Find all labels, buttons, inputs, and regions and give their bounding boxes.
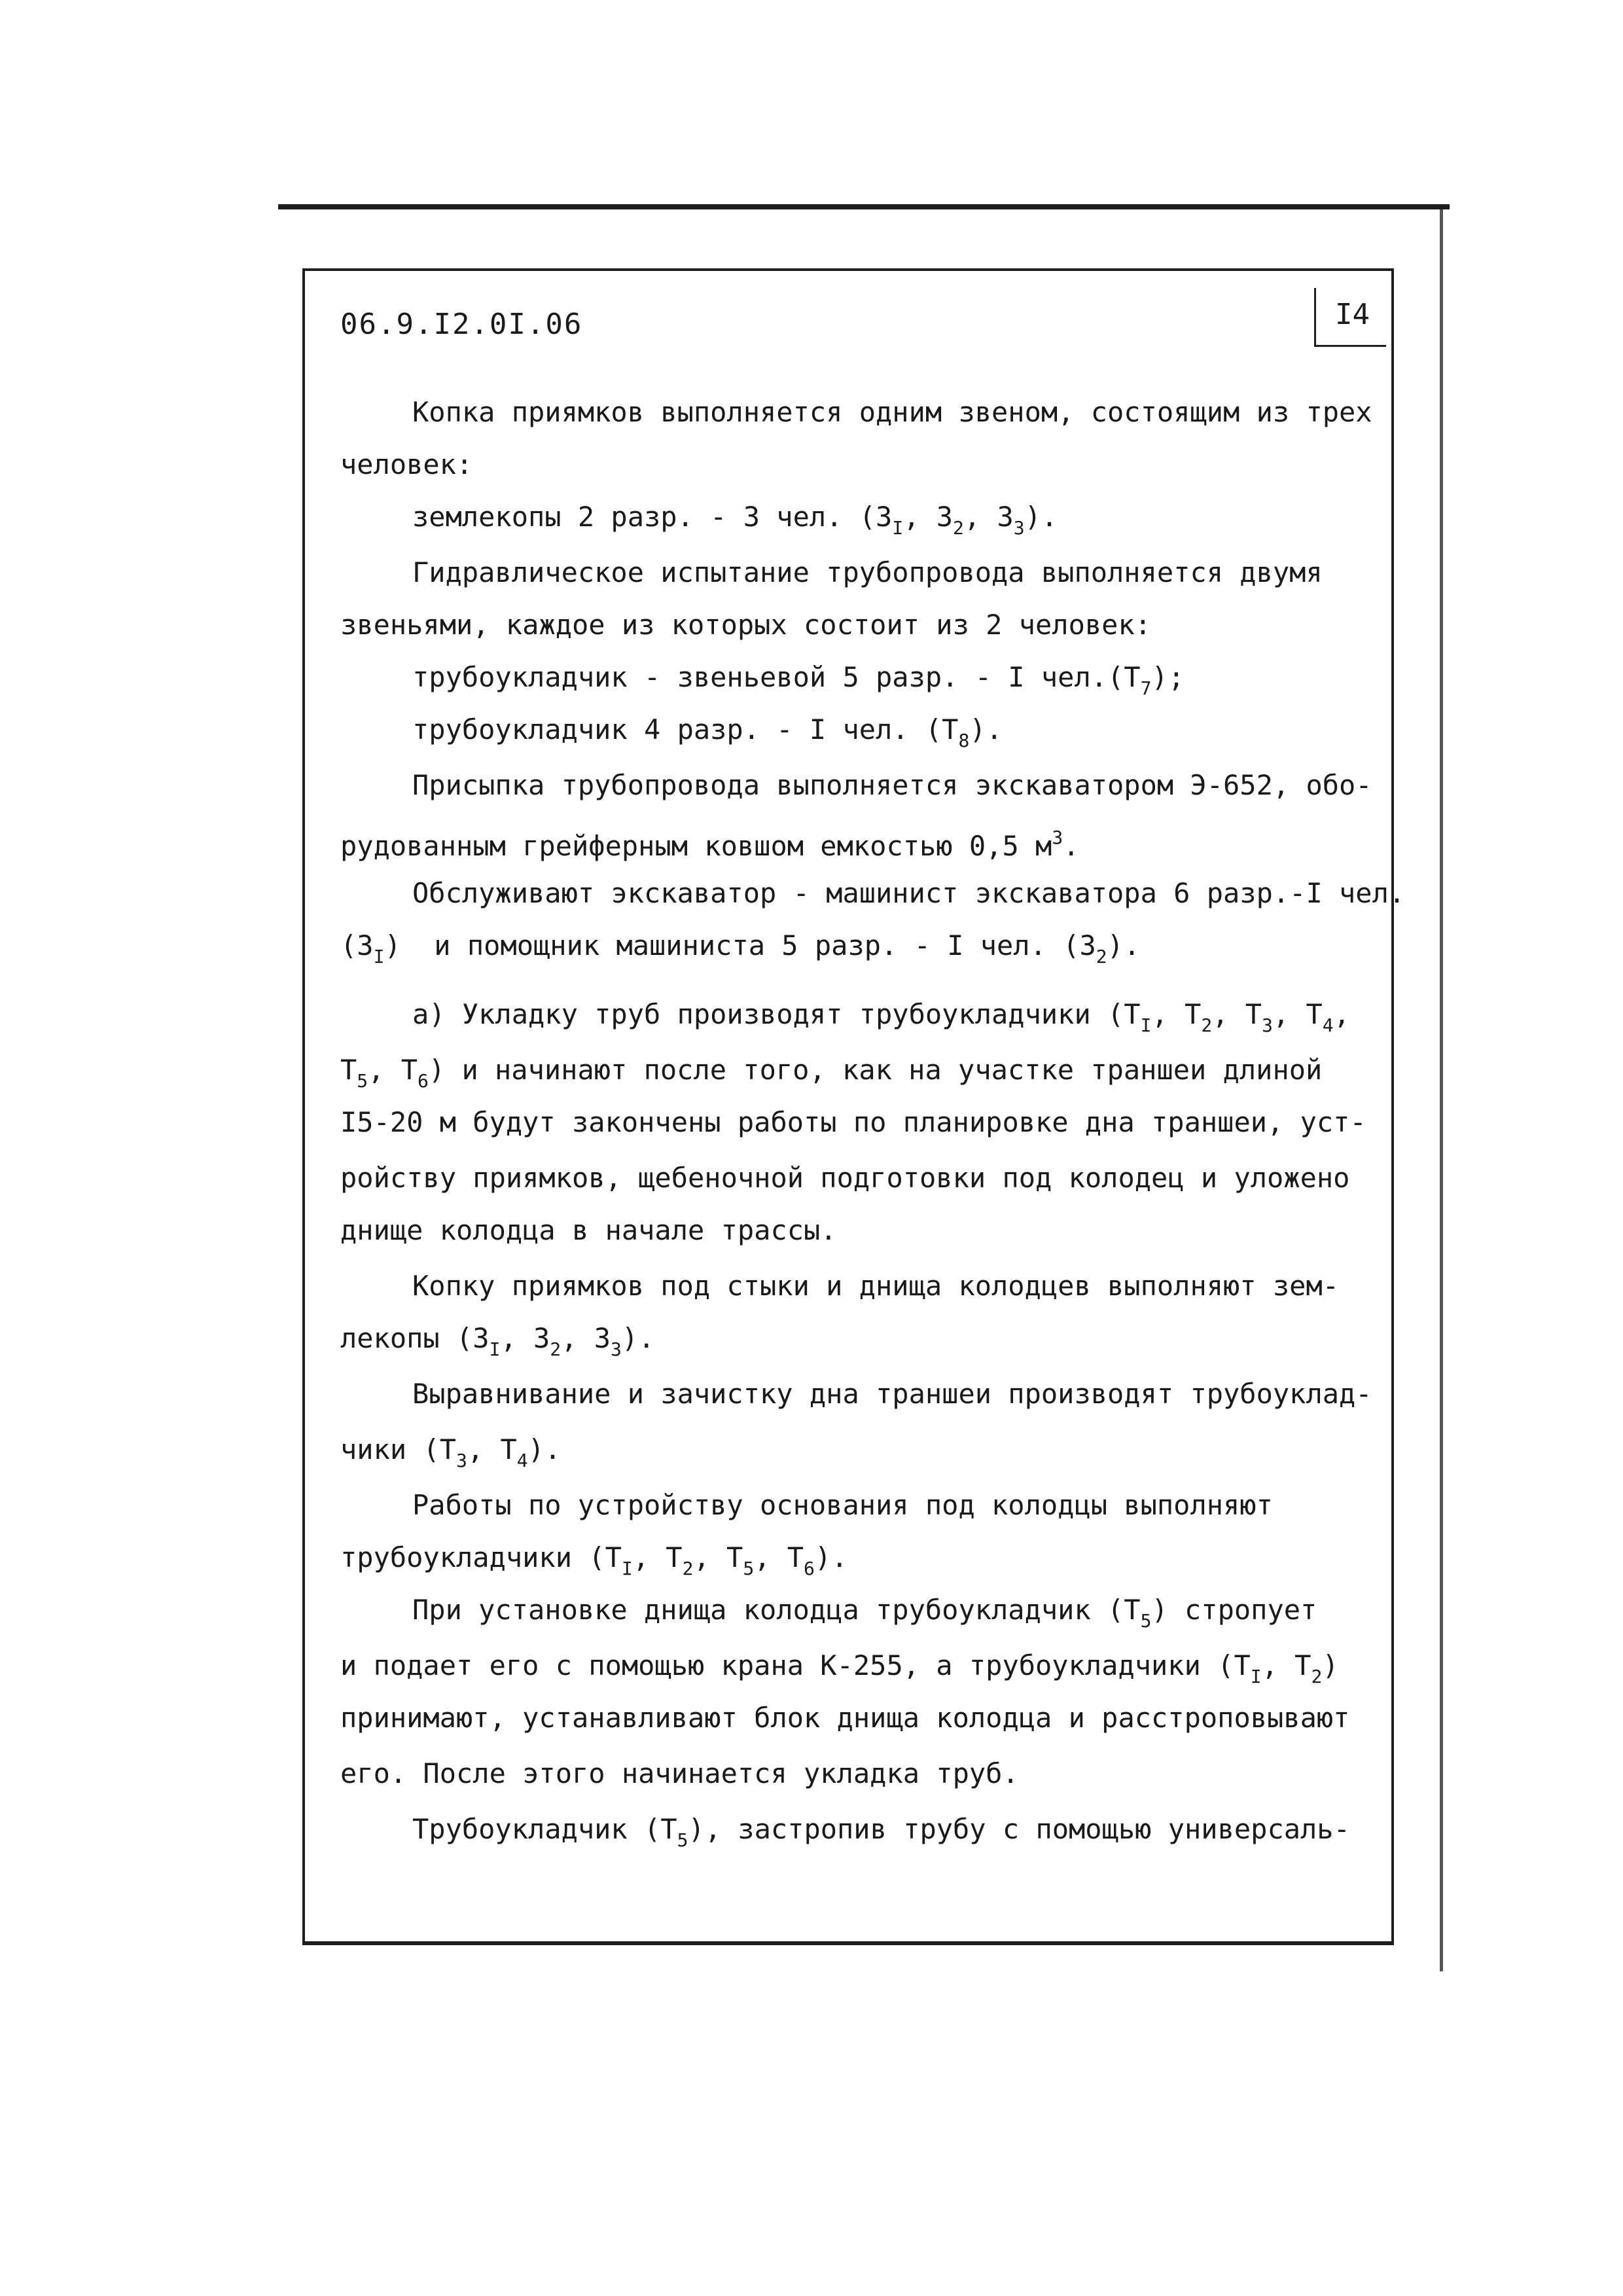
text-line: его. После этого начинается укладка труб. bbox=[340, 1757, 1019, 1789]
text-line: днище колодца в начале трассы. bbox=[340, 1214, 837, 1246]
text-line: Присыпка трубопровода выполняется экскаватором Э-652, обо- bbox=[412, 769, 1372, 801]
text-line: а) Укладку труб производят трубоукладчики ($Т_I$, $Т_2$, $Т_3$, $Т_4$, bbox=[412, 998, 1350, 1036]
text-line: Обслуживают экскаватор - машинист экскаватора 6 разр.-I чел. bbox=[412, 877, 1406, 909]
text-line: звеньями, каждое из которых состоит из 2 человек: bbox=[340, 609, 1152, 641]
text-line: и подает его с помощью крана К-255, а трубоукладчики ($Т_I$, $Т_2$) bbox=[340, 1649, 1339, 1687]
text-line: При установке днища колодца трубоукладчик $(Т_5)$ стропует bbox=[412, 1594, 1317, 1632]
text-line: чики ($Т_3$, $Т_4$). bbox=[340, 1433, 562, 1471]
text-line: Копка приямков выполняется одним звеном, состоящим из трех bbox=[412, 396, 1372, 428]
text-line: I5-20 м будут закончены работы по планировке дна траншеи, уст- bbox=[340, 1106, 1366, 1138]
text-line: рудованным грейферным ковшом емкостью 0,5 $м^3$. bbox=[340, 827, 1080, 862]
page-number-box-bottom bbox=[1314, 345, 1386, 347]
page-number-box-left bbox=[1314, 288, 1316, 347]
text-line: Работы по устройству основания под колодцы выполняют bbox=[412, 1489, 1273, 1521]
text-line: человек: bbox=[340, 448, 473, 480]
frame-top-border bbox=[302, 268, 1394, 271]
frame-left-border bbox=[302, 268, 305, 1944]
text-line: ройству приямков, щебеночной подготовки под колодец и уложено bbox=[340, 1162, 1350, 1194]
text-line: землекопы 2 разр. - 3 чел. ($3_I$, $3_2$, $3_3$). bbox=[412, 501, 1058, 539]
document-code: 06.9.I2.0I.06 bbox=[340, 308, 583, 341]
page-number: I4 bbox=[1335, 298, 1370, 331]
text-line: лекопы ($3_I$, $3_2$, $3_3$). bbox=[340, 1322, 655, 1360]
text-line: $(3_I)$ и помощник машиниста 5 разр. - I чел. $(3_2)$. bbox=[340, 929, 1141, 967]
text-line: $Т_5$, $Т_6$) и начинают после того, как на участке траншеи длиной bbox=[340, 1054, 1323, 1092]
right-margin-line bbox=[1440, 204, 1443, 1971]
text-line: трубоукладчики ($Т_I$, $Т_2$, $Т_5$, $Т_6$). bbox=[340, 1541, 848, 1579]
text-line: Выравнивание и зачистку дна траншеи производят трубоуклад- bbox=[412, 1378, 1372, 1410]
text-line: принимают, устанавливают блок днища колодца и расстроповывают bbox=[340, 1702, 1350, 1734]
text-line: трубоукладчик - звеньевой 5 разр. - I $чел.(Т_7)$; bbox=[412, 661, 1185, 699]
text-line: Гидравлическое испытание трубопровода выполняется двумя bbox=[412, 556, 1323, 588]
top-rule bbox=[278, 204, 1450, 209]
text-line: трубоукладчик 4 разр. - I чел. $(Т_8)$. bbox=[412, 713, 1003, 751]
text-line: Трубоукладчик $(Т_5)$, застропив трубу с помощью универсаль- bbox=[412, 1813, 1350, 1851]
frame-right-border bbox=[1391, 268, 1394, 1944]
frame-bottom-border bbox=[302, 1941, 1394, 1945]
text-line: Копку приямков под стыки и днища колодцев выполняют зем- bbox=[412, 1270, 1340, 1302]
